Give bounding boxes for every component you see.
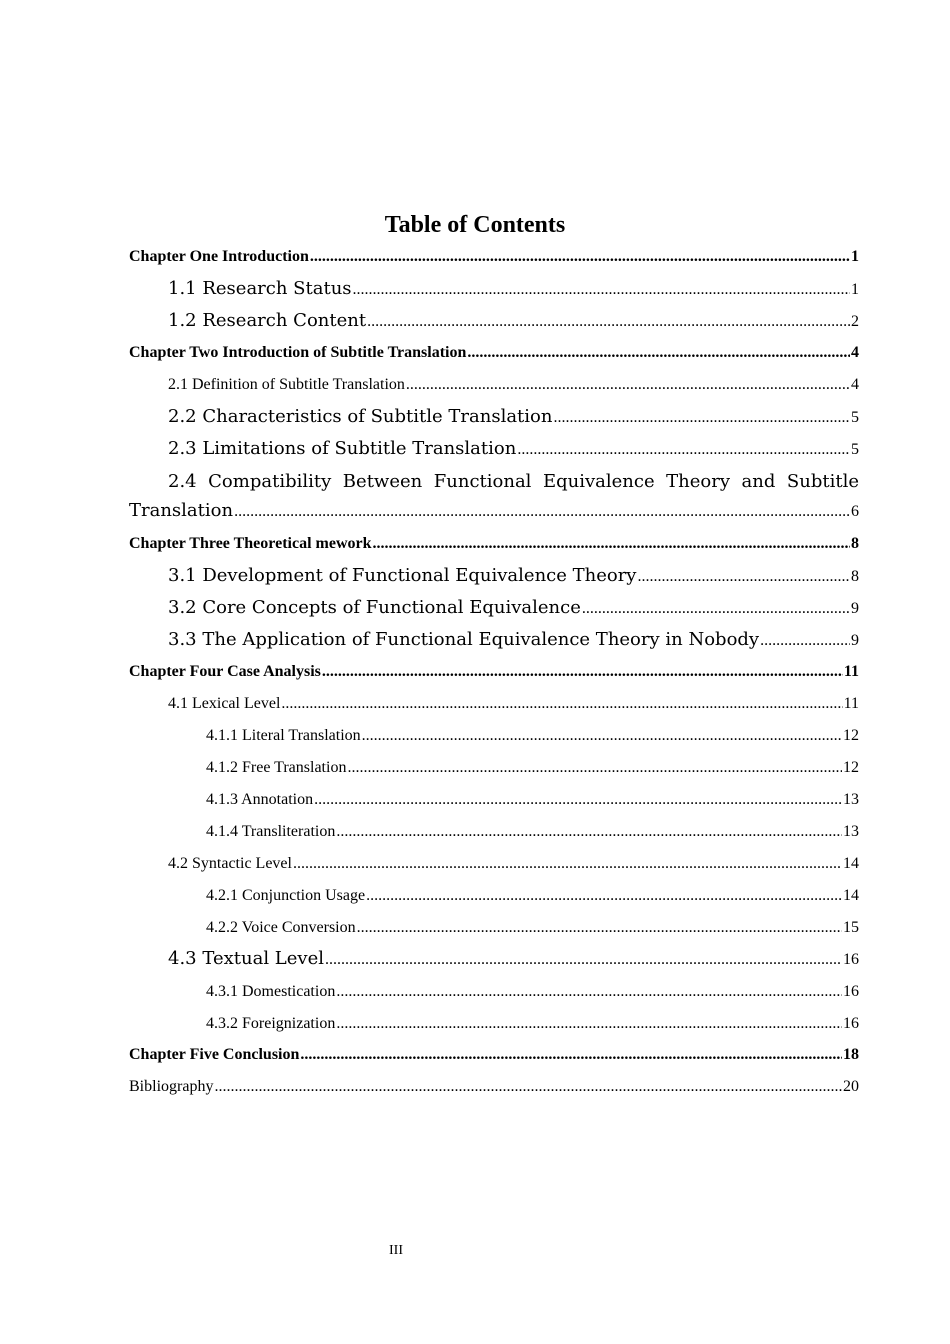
toc-entry-2-1[interactable] bbox=[168, 376, 859, 394]
toc-entry-label: 1.2 Research Content bbox=[168, 310, 367, 331]
page-title: Table of Contents bbox=[384, 212, 566, 238]
toc-entry-label: Chapter Two Introduction of Subtitle Translation bbox=[129, 344, 467, 361]
toc-entry-label: 4.2.1 Conjunction Usage bbox=[206, 887, 366, 904]
toc-entry-page: 4 bbox=[851, 376, 859, 393]
toc-entry-chapter-five[interactable] bbox=[129, 1046, 859, 1064]
toc-entry-1-2[interactable] bbox=[168, 310, 859, 331]
toc-entry-page: 11 bbox=[843, 695, 859, 712]
dot-leader bbox=[310, 248, 850, 266]
toc-entry-label: 3.2 Core Concepts of Functional Equivalence bbox=[168, 597, 581, 618]
dot-leader bbox=[553, 409, 850, 427]
toc-entry-label: Chapter Four Case Analysis bbox=[129, 663, 321, 680]
toc-entry-label: 4.1.2 Free Translation bbox=[206, 759, 347, 776]
dot-leader bbox=[582, 600, 850, 618]
toc-entry-page: 2 bbox=[851, 313, 859, 330]
dot-leader bbox=[336, 983, 842, 1001]
toc-entry-page: 12 bbox=[843, 727, 859, 744]
toc-entry-page: 12 bbox=[843, 759, 859, 776]
toc-entry-page: 9 bbox=[851, 600, 859, 617]
dot-leader bbox=[336, 823, 842, 841]
toc-entry-label: 2.1 Definition of Subtitle Translation bbox=[168, 376, 405, 393]
toc-entry-label: Translation bbox=[129, 500, 234, 521]
toc-entry-label: 1.1 Research Status bbox=[168, 278, 352, 299]
toc-entry-label: 4.1.4 Transliteration bbox=[206, 823, 336, 840]
toc-entry-4-3-1[interactable] bbox=[206, 983, 859, 1001]
toc-entry-4-1-1[interactable] bbox=[206, 727, 859, 745]
toc-entry-chapter-one[interactable] bbox=[129, 248, 859, 266]
toc-entry-label: 4.2 Syntactic Level bbox=[168, 855, 292, 872]
toc-entry-page: 13 bbox=[843, 823, 859, 840]
dot-leader bbox=[353, 281, 850, 299]
toc-entry-label: 4.1 Lexical Level bbox=[168, 695, 281, 712]
toc-entry-2-3[interactable] bbox=[168, 438, 859, 459]
dot-leader bbox=[300, 1046, 842, 1064]
page-number: III bbox=[389, 1243, 403, 1258]
toc-entry-page: 11 bbox=[843, 663, 859, 680]
toc-entry-label: Bibliography bbox=[129, 1078, 214, 1095]
toc-entry-bibliography[interactable] bbox=[129, 1078, 859, 1096]
toc-entry-page: 13 bbox=[843, 791, 859, 808]
toc-entry-page: 9 bbox=[851, 632, 859, 649]
toc-entry-page: 5 bbox=[851, 409, 859, 426]
toc-entry-page: 4 bbox=[851, 344, 859, 361]
toc-entry-label: 4.3.1 Domestication bbox=[206, 983, 336, 1000]
toc-entry-chapter-four[interactable] bbox=[129, 663, 859, 681]
toc-entry-chapter-two[interactable] bbox=[129, 344, 859, 362]
toc-entry-page: 16 bbox=[843, 1015, 859, 1032]
toc-entry-3-1[interactable] bbox=[168, 565, 859, 586]
toc-entry-4-1-3[interactable] bbox=[206, 791, 859, 809]
dot-leader bbox=[366, 887, 842, 905]
dot-leader bbox=[336, 1015, 842, 1033]
toc-entry-label: 2.3 Limitations of Subtitle Translation bbox=[168, 438, 517, 459]
toc-entry-label: 2.2 Characteristics of Subtitle Translation bbox=[168, 406, 553, 427]
toc-entry-label: Chapter Three Theoretical mework bbox=[129, 535, 372, 552]
toc-entry-label: 4.3 Textual Level bbox=[168, 948, 324, 969]
dot-leader bbox=[362, 727, 842, 745]
toc-entry-page: 8 bbox=[851, 568, 859, 585]
toc-entry-4-1[interactable] bbox=[168, 695, 859, 713]
toc-entry-label: 4.3.2 Foreignization bbox=[206, 1015, 336, 1032]
toc-entry-4-1-4[interactable] bbox=[206, 823, 859, 841]
toc-entry-label: Chapter One Introduction bbox=[129, 248, 309, 265]
toc-entry-page: 8 bbox=[851, 535, 859, 552]
dot-leader bbox=[637, 568, 850, 586]
toc-entry-3-2[interactable] bbox=[168, 597, 859, 618]
toc-entry-2-4-line1[interactable]: 2.4 Compatibility Between Functional Equivalence Theory and Subtitle bbox=[168, 471, 859, 492]
dot-leader bbox=[293, 855, 842, 873]
toc-entry-2-2[interactable] bbox=[168, 406, 859, 427]
toc-entry-page: 14 bbox=[843, 855, 859, 872]
toc-entry-label: 4.1.3 Annotation bbox=[206, 791, 314, 808]
toc-entry-4-3-2[interactable] bbox=[206, 1015, 859, 1033]
toc-entry-page: 6 bbox=[851, 503, 859, 520]
toc-entry-4-3[interactable] bbox=[168, 948, 859, 969]
dot-leader bbox=[467, 344, 850, 362]
dot-leader bbox=[760, 632, 850, 650]
dot-leader bbox=[214, 1078, 842, 1096]
dot-leader bbox=[325, 951, 842, 969]
toc-entry-4-2[interactable] bbox=[168, 855, 859, 873]
dot-leader bbox=[314, 791, 842, 809]
toc-entry-3-3[interactable] bbox=[168, 629, 859, 650]
dot-leader bbox=[367, 313, 850, 331]
toc-entry-page: 15 bbox=[843, 919, 859, 936]
toc-entry-page: 16 bbox=[843, 951, 859, 968]
toc-entry-4-1-2[interactable] bbox=[206, 759, 859, 777]
dot-leader bbox=[406, 376, 850, 394]
toc-entry-2-4-line2[interactable] bbox=[129, 500, 859, 521]
toc-entry-page: 14 bbox=[843, 887, 859, 904]
dot-leader bbox=[373, 535, 851, 553]
toc-entry-label: 3.1 Development of Functional Equivalence Theory bbox=[168, 565, 637, 586]
toc-entry-label: 4.2.2 Voice Conversion bbox=[206, 919, 356, 936]
toc-entry-chapter-three[interactable] bbox=[129, 535, 859, 553]
toc-entry-4-2-2[interactable] bbox=[206, 919, 859, 937]
dot-leader bbox=[234, 503, 850, 521]
toc-entry-page: 16 bbox=[843, 983, 859, 1000]
toc-entry-1-1[interactable] bbox=[168, 278, 859, 299]
dot-leader bbox=[347, 759, 842, 777]
toc-entry-label: Chapter Five Conclusion bbox=[129, 1046, 300, 1063]
toc-entry-page: 1 bbox=[851, 281, 859, 298]
toc-entry-page: 20 bbox=[843, 1078, 859, 1095]
toc-entry-page: 18 bbox=[843, 1046, 859, 1063]
dot-leader bbox=[281, 695, 842, 713]
toc-entry-4-2-1[interactable] bbox=[206, 887, 859, 905]
dot-leader bbox=[517, 441, 850, 459]
toc-entry-page: 5 bbox=[851, 441, 859, 458]
dot-leader bbox=[357, 919, 842, 937]
dot-leader bbox=[322, 663, 843, 681]
toc-entry-label: 3.3 The Application of Functional Equivalence Theory in Nobody bbox=[168, 629, 760, 650]
toc-entry-page: 1 bbox=[851, 248, 859, 265]
toc-entry-label: 4.1.1 Literal Translation bbox=[206, 727, 361, 744]
